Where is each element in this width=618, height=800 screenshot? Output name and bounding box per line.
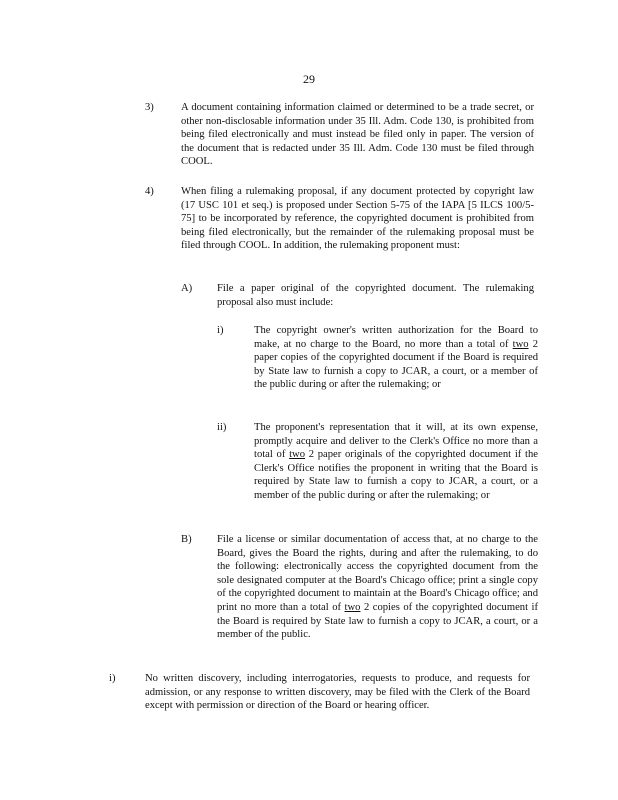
- item-4b-label: B): [181, 534, 192, 545]
- item-4a-text: File a paper original of the copyrighted document. The rulemaking proposal also must include:: [217, 283, 534, 308]
- item-4a-i-label: i): [217, 325, 224, 336]
- item-i-label: i): [109, 673, 116, 684]
- item-4-label: 4): [145, 186, 154, 197]
- item-4a-ii-text: The proponent's representation that it will, at its own expense, promptly acquire and deliver to the Clerk's Office no more than a total of two 2 paper originals of the copyrighted document if the Clerk's Office notifies the proponent in writing that the Board is required by State law to furnish a copy to JCAR, a court, or a member of the public during or after the rulemaking; or: [254, 422, 538, 501]
- item-4b-text: File a license or similar documentation of access that, at no charge to the Board, gives the Board the rights, during and after the rulemaking, to do the following: electronically access the copyrighted document from the sole designated computer at the Board's Chicago office; print a single copy of the copyrighted document to maintain at the Board's Chicago office; and print no more than a total of two 2 copies of the copyrighted document if the Board is required by State law to furnish a copy to JCAR, a court, or a member of the public.: [217, 534, 538, 641]
- underlined-word: two: [512, 338, 529, 350]
- item-4a-i-text: The copyright owner's written authorization for the Board to make, at no charge to the Board, no more than a total of two 2 paper copies of the copyrighted document if the Board is required by State law to furnish a copy to JCAR, a court, or a member of the public during or after the rulemaking; or: [254, 325, 538, 391]
- item-3-label: 3): [145, 102, 154, 113]
- item-4a-ii-label: ii): [217, 422, 227, 433]
- item-i-text: No written discovery, including interrogatories, requests to produce, and requests for admission, or any response to written discovery, may be filed with the Clerk of the Board except with permission or direction of the Board or hearing officer.: [145, 673, 530, 712]
- item-4-text: When filing a rulemaking proposal, if any document protected by copyright law (17 USC 101 et seq.) is proposed under Section 5-75 of the IAPA [5 ILCS 100/5-75] to be incorporated by reference, the copyrighted document is prohibited from being filed electronically, but the remainder of the rulemaking proposal must be filed through COOL. In addition, the rulemaking proponent must:: [181, 186, 534, 252]
- item-3-text: A document containing information claimed or determined to be a trade secret, or other non-disclosable information under 35 Ill. Adm. Code 130, is prohibited from being filed electronically and must instead be filed only in paper. The version of the document that is redacted under 35 Ill. Adm. Code 130 must be filed through COOL.: [181, 102, 534, 168]
- underlined-word: two: [289, 449, 305, 461]
- page-number: 29: [303, 72, 315, 86]
- item-4a-label: A): [181, 283, 193, 294]
- underlined-word: two: [344, 601, 361, 613]
